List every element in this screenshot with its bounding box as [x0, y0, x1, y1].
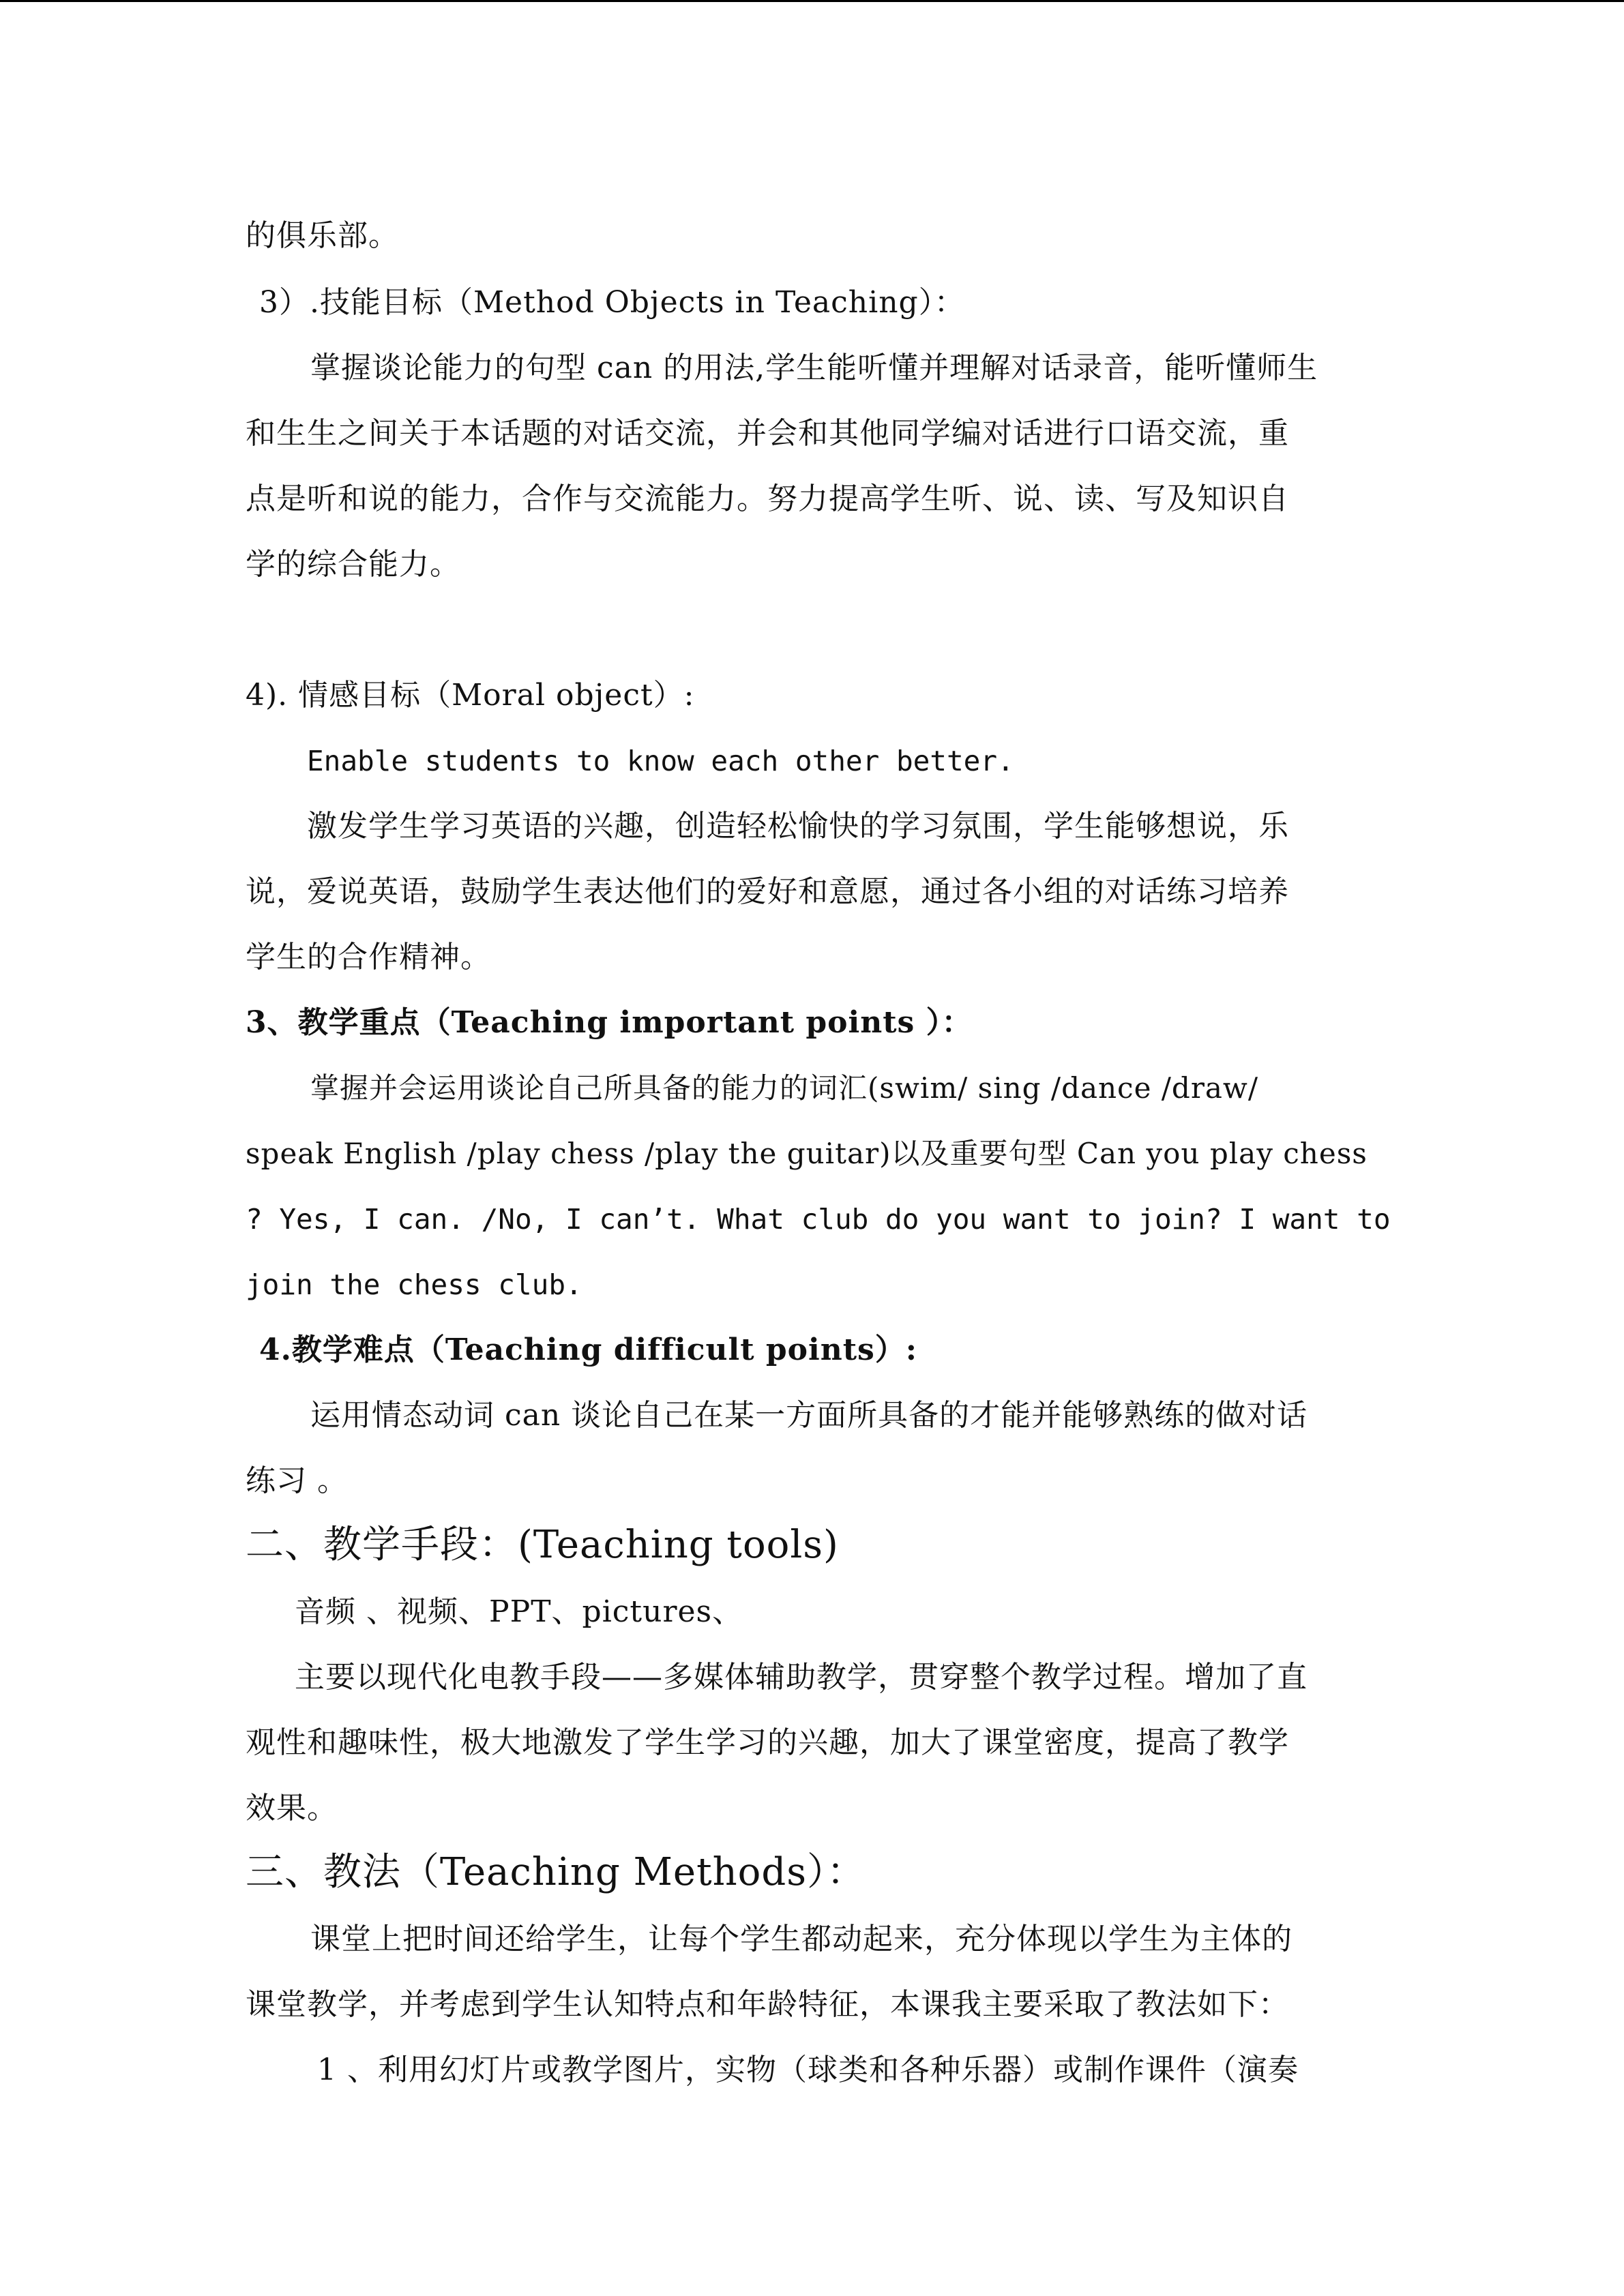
paragraph-line: 掌握谈论能力的句型 can 的用法,学生能听懂并理解对话录音，能听懂师生: [310, 351, 1318, 385]
section-heading-moral-objectives: 4). 情感目标（Moral object）:: [246, 678, 695, 713]
paragraph-line: ? Yes, I can. /No, I can’t. What club do you want to join? I want to: [246, 1203, 1391, 1236]
paragraph-line: 点是听和说的能力，合作与交流能力。努力提高学生听、说、读、写及知识自: [246, 481, 1289, 516]
paragraph-line: 激发学生学习英语的兴趣，创造轻松愉快的学习氛围，学生能够想说，乐: [307, 809, 1289, 844]
page-top-border: [0, 0, 1624, 2]
section-heading-teaching-important-points: 3、教学重点（Teaching important points ）：: [246, 1005, 973, 1040]
paragraph-line: 学生的合作精神。: [246, 940, 491, 974]
paragraph-line: 学的综合能力。: [246, 547, 460, 582]
paragraph-line: join the chess club.: [246, 1268, 582, 1301]
paragraph-line: 1 、利用幻灯片或教学图片，实物（球类和各种乐器）或制作课件（演奏: [317, 2053, 1299, 2087]
paragraph-line: speak English /play chess /play the guitar)以及重要句型 Can you play chess: [246, 1137, 1368, 1170]
paragraph-line: 的俱乐部。: [246, 218, 399, 253]
section-heading-teaching-difficult-points: 4.教学难点（Teaching difficult points）:: [259, 1332, 918, 1367]
paragraph-line: 掌握并会运用谈论自己所具备的能力的词汇(swim/ sing /dance /draw/: [310, 1071, 1259, 1105]
paragraph-line: Enable students to know each other better.: [307, 745, 1014, 777]
section-heading-skill-objectives: 3）.技能目标（Method Objects in Teaching）：: [259, 285, 965, 320]
paragraph-line: 说，爱说英语，鼓励学生表达他们的爱好和意愿，通过各小组的对话练习培养: [246, 874, 1289, 909]
section-heading-teaching-tools: 二、教学手段：(Teaching tools): [246, 1523, 839, 1567]
paragraph-line: 课堂上把时间还给学生，让每个学生都动起来，充分体现以学生为主体的: [310, 1922, 1293, 1956]
paragraph-line: 课堂教学，并考虑到学生认知特点和年龄特征，本课我主要采取了教法如下：: [246, 1987, 1289, 2022]
section-heading-teaching-methods: 三、教法（Teaching Methods）：: [246, 1850, 866, 1894]
paragraph-line: 观性和趣味性，极大地激发了学生学习的兴趣，加大了课堂密度，提高了教学: [246, 1725, 1289, 1760]
paragraph-line: 练习 。: [246, 1463, 348, 1498]
paragraph-line: 音频 、视频、PPT、pictures、: [295, 1594, 743, 1629]
paragraph-line: 效果。: [246, 1791, 338, 1825]
paragraph-line: 运用情态动词 can 谈论自己在某一方面所具备的才能并能够熟练的做对话: [310, 1398, 1308, 1433]
paragraph-line: 和生生之间关于本话题的对话交流，并会和其他同学编对话进行口语交流，重: [246, 416, 1289, 451]
paragraph-line: 主要以现代化电教手段——多媒体辅助教学，贯穿整个教学过程。增加了直: [295, 1660, 1308, 1695]
